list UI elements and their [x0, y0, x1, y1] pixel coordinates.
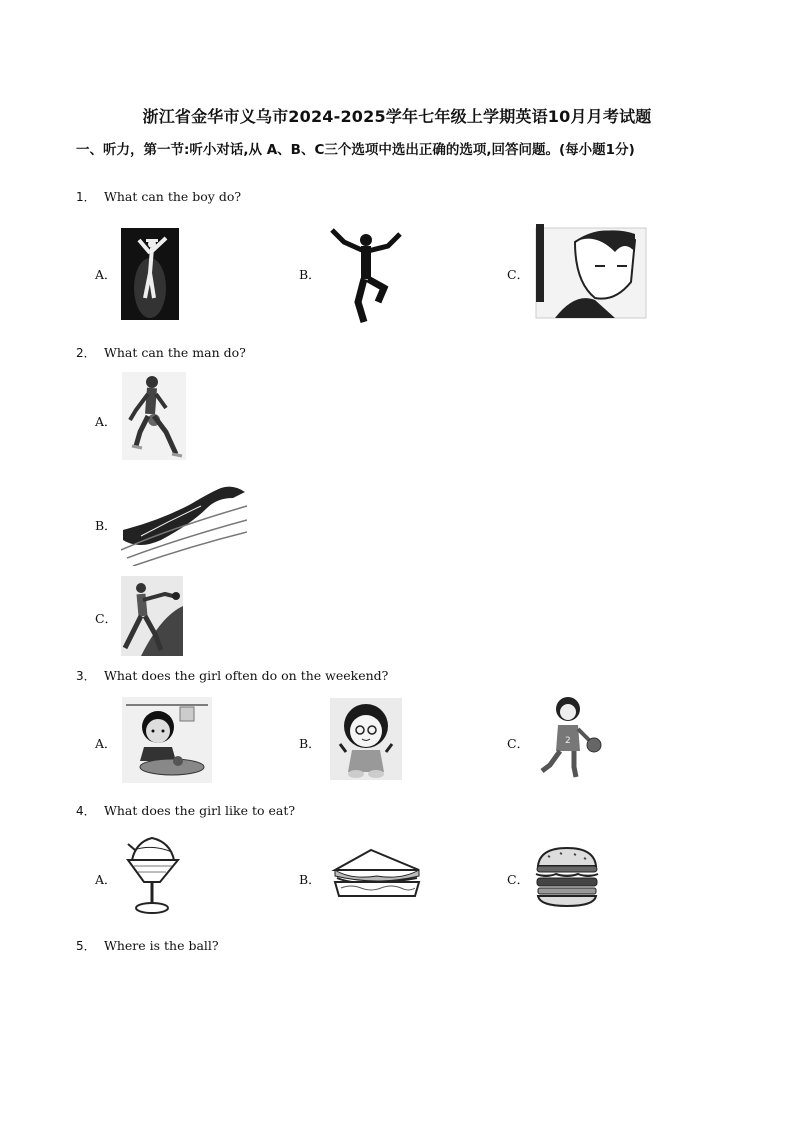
- option-label-b[interactable]: B．: [299, 872, 321, 887]
- ice-cream-image[interactable]: [120, 834, 184, 916]
- option-label-c[interactable]: C．: [95, 611, 118, 626]
- drawing-image[interactable]: [535, 222, 647, 320]
- option-label-c[interactable]: C．: [507, 736, 530, 751]
- dancer-image[interactable]: [121, 228, 179, 320]
- kungfu-image[interactable]: [328, 224, 404, 326]
- question-number: 2．: [76, 346, 96, 360]
- option-label-c[interactable]: C．: [507, 872, 530, 887]
- option-label-a[interactable]: A．: [95, 267, 117, 282]
- question-number: 3．: [76, 669, 96, 683]
- question-number: 1．: [76, 190, 96, 204]
- sitting-girl-image[interactable]: [330, 698, 402, 780]
- question-2: [76, 344, 246, 361]
- option-label-b[interactable]: B．: [95, 518, 117, 533]
- girl-basketball-image[interactable]: [538, 695, 604, 781]
- option-label-a[interactable]: A．: [95, 736, 117, 751]
- question-text: What can the boy do?: [104, 189, 242, 204]
- swimmer-image[interactable]: [121, 480, 247, 566]
- option-label-b[interactable]: B．: [299, 267, 321, 282]
- sandwich-image[interactable]: [331, 846, 423, 906]
- question-5: [76, 937, 219, 954]
- svg-text:2: 2: [565, 736, 571, 746]
- question-text: What can the man do?: [104, 345, 246, 360]
- question-number: 4．: [76, 804, 96, 818]
- question-4: [76, 802, 295, 819]
- question-number: 5．: [76, 939, 96, 953]
- question-text: What does the girl like to eat?: [104, 803, 296, 818]
- question-3: [76, 667, 388, 684]
- washing-clothes-image[interactable]: [122, 697, 212, 783]
- option-label-c[interactable]: C．: [507, 267, 530, 282]
- page-title: 浙江省金华市义乌市2024-2025学年七年级上学期英语10月月考试题: [142, 107, 652, 126]
- hamburger-image[interactable]: [534, 846, 600, 908]
- option-label-b[interactable]: B．: [299, 736, 321, 751]
- ping-pong-image[interactable]: [121, 576, 183, 656]
- question-1: [76, 188, 241, 205]
- option-label-a[interactable]: A．: [95, 414, 117, 429]
- question-text: What does the girl often do on the weekend?: [104, 668, 389, 683]
- basketball-player-image[interactable]: [122, 372, 186, 460]
- option-label-a[interactable]: A．: [95, 872, 117, 887]
- question-text: Where is the ball?: [104, 938, 219, 953]
- section-heading: 一、听力，第一节:听小对话,从 A、B、C三个选项中选出正确的选项,回答问题。(每小题1分): [76, 142, 635, 158]
